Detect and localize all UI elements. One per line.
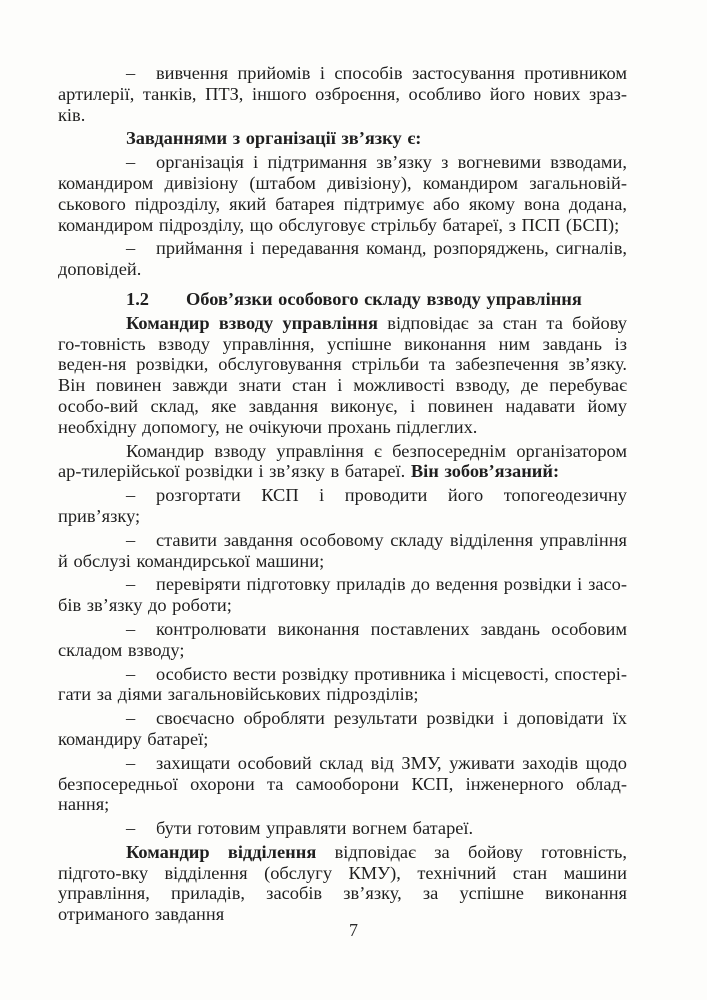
section-heading — [58, 289, 627, 310]
paragraph-text: відповідає за бойову готовність, підгото-вку відділення (обслугу КМУ), технічний стан машини управління, приладів, засобів зв’язку, за успішне виконання отриманого завдання — [58, 841, 628, 925]
dash-marker: – — [126, 663, 136, 684]
section-number: 1.2 — [126, 288, 149, 309]
list-item-text: приймання і передавання команд, розпоряджень, сигналів, доповідей. — [58, 238, 627, 280]
list-item — [58, 753, 627, 815]
dash-marker: – — [126, 152, 136, 173]
paragraph-text: Командир взводу управління є безпосереднім організатором ар-тилерійської розвідки і зв’язку в батареї. — [58, 440, 627, 482]
list-item-text: захищати особовий склад від ЗМУ, уживати заходів щодо безпосередньої охорони та самооборони КСП, інженерного облад-нання; — [58, 752, 627, 815]
section-title: Обов’язки особового складу взводу управління — [186, 288, 582, 309]
dash-marker: – — [126, 618, 136, 639]
dash-marker: – — [126, 529, 136, 550]
list-item — [58, 818, 627, 839]
list-item — [58, 574, 627, 616]
list-item-text: своєчасно обробляти результати розвідки і доповідати їх командиру батареї; — [58, 708, 627, 749]
text-block — [58, 63, 627, 925]
paragraph-text: відповідає за стан та бойову го-товність взводу управління, успішне виконання ним завдань із веден-ня розвідки, обслуговування стрільби та забезпечення зв’язку. Він повинен завжди знати стан і можливості взводу, де перебуває особо-вий склад, яке завдання виконує, і повинен надавати йому необхідну допомогу, не очікуючи прохань підлеглих. — [58, 312, 627, 437]
list-item — [58, 152, 627, 235]
list-item-text: перевіряти підготовку приладів до ведення розвідки і засо-бів зв’язку до роботи; — [58, 574, 627, 616]
list-item — [58, 238, 627, 280]
list-item-text: особисто вести розвідку противника і місцевості, спостері-гати за діями загальновійськових підрозділів; — [58, 663, 627, 705]
dash-marker: – — [126, 818, 136, 839]
list-item — [58, 619, 627, 661]
list-item — [58, 530, 627, 572]
dash-marker: – — [126, 752, 136, 773]
list-item — [58, 63, 627, 125]
paragraph-lead-bold: Командир відділення — [126, 841, 317, 862]
paragraph-lead-bold: Командир взводу управління — [126, 312, 378, 333]
dash-marker: – — [126, 238, 136, 259]
tasks-heading: Завданнями з організації зв’язку є: — [126, 128, 422, 149]
list-item-text: бути готовим управляти вогнем батареї. — [156, 818, 474, 839]
paragraph-tail-bold: Він зобов’язаний: — [410, 461, 560, 482]
list-item — [58, 708, 627, 750]
dash-marker: – — [126, 63, 136, 83]
list-item-text: ставити завдання особовому складу відділення управління й обслузі командирської машини; — [58, 529, 627, 571]
list-item-text: контролювати виконання поставлених завдань особовим складом взводу; — [58, 618, 627, 660]
page-footer — [0, 920, 707, 941]
list-item-text: вивчення прийомів і способів застосування противником артилерії, танків, ПТЗ, іншого озброєння, особливо його нових зраз-ків. — [58, 63, 627, 125]
dash-marker: – — [126, 708, 136, 729]
dash-marker: – — [126, 574, 136, 595]
page-number: 7 — [349, 920, 358, 940]
list-item-text: розгортати КСП і проводити його топогеодезичну прив’язку; — [58, 485, 627, 526]
paragraph — [58, 842, 627, 925]
list-item — [58, 664, 627, 706]
list-item-text: організація і підтримання зв’язку з вогневими взводами, командиром дивізіону (штабом дивізіону), командиром загальновій-ськового підрозділу, який батарея підтримує або якому вона додана, командиром підрозділу, що обслуговує стрільбу батареї, з ПСП (БСП); — [58, 152, 627, 235]
paragraph — [58, 441, 627, 483]
dash-marker: – — [126, 485, 136, 506]
list-item — [58, 485, 627, 527]
paragraph — [58, 313, 627, 438]
